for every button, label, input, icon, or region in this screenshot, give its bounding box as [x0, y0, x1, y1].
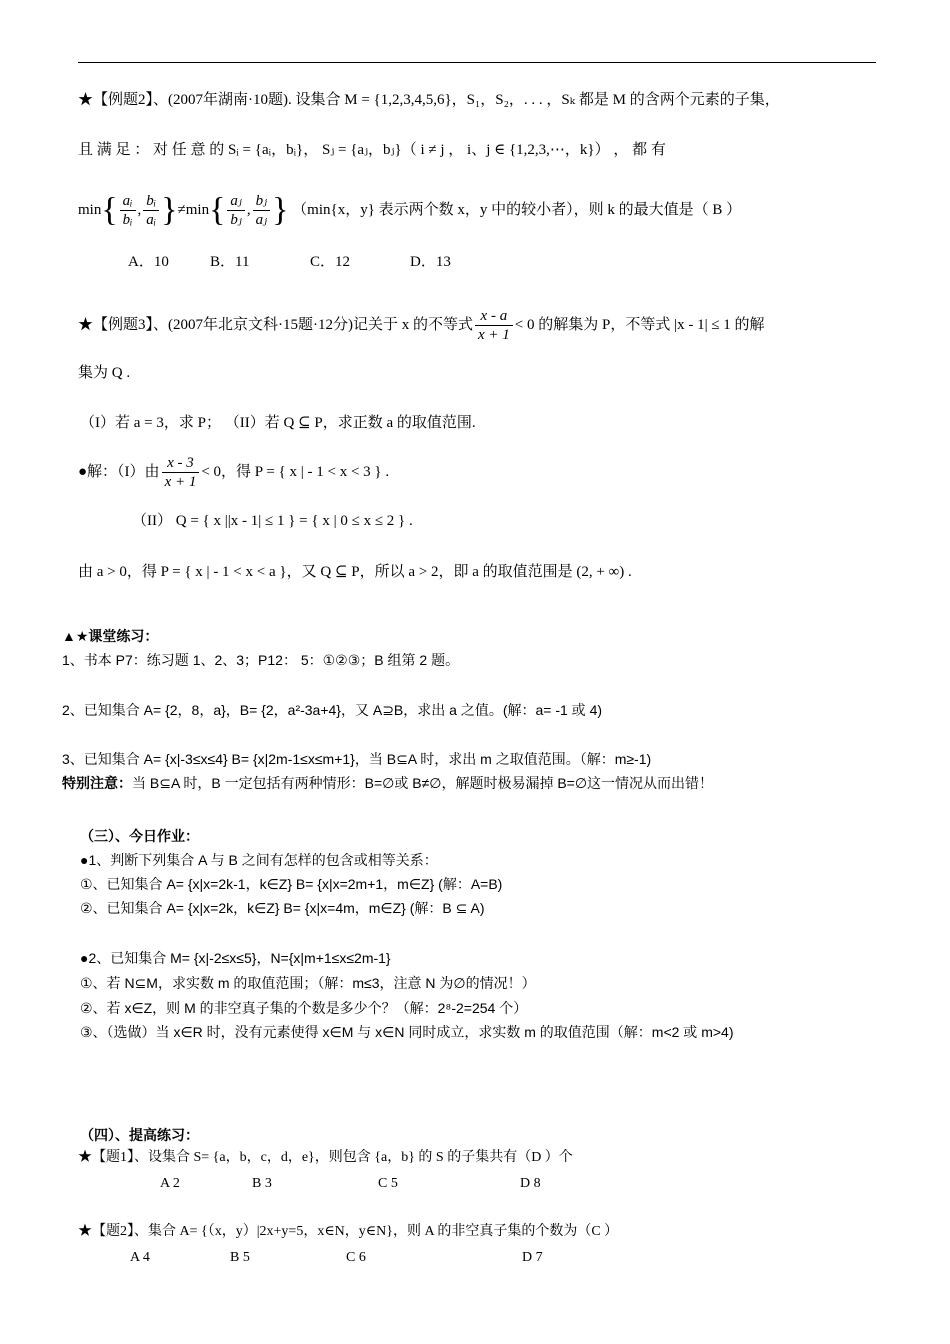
option-b: B．11: [210, 254, 250, 270]
example3-solution2: （II） Q = { x ||x - 1| ≤ 1 } = { x | 0 ≤ x ≤ 2 } .: [132, 513, 413, 529]
example2-options: [128, 252, 451, 272]
homework-q1: ●1、判断下列集合 A 与 B 之间有怎样的包含或相等关系：: [80, 852, 438, 868]
classwork-q2: 2、已知集合 A= {2，8，a}，B= {2，a²-3a+4}，又 A⊇B，求出 a 之值。(解：a= -1 或 4): [62, 702, 603, 718]
classwork-title: ▲★课堂练习：: [62, 628, 159, 644]
classwork-q1: 1、书本 P7：练习题 1、2、3；P12： 5：①②③；B 组第 2 题。: [62, 652, 460, 668]
advanced-t1: ★【题1】、设集合 S= {a，b，c，d，e}，则包含 {a，b} 的 S 的子集共有（D ）个: [78, 1150, 573, 1165]
example2-line1: ★【例题2】、(2007年湖南·10题). 设集合 M = {1,2,3,4,5,6}，S₁，S₂，. . . ，Sₖ 都是 M 的含两个元素的子集，: [78, 92, 780, 108]
classwork-q3: 3、已知集合 A= {x|-3≤x≤4} B= {x|2m-1≤x≤m+1}，当 B⊆A 时，求出 m 之取值范围。（解：m≥-1): [62, 751, 652, 767]
header-rule: [78, 62, 876, 63]
classwork-note: 特别注意：当 B⊆A 时，B 一定包括有两种情形：B=∅或 B≠∅，解题时极易漏掉 B=∅这一情况从而出错！: [62, 775, 714, 791]
advanced-title: （四）、提高练习：: [80, 1127, 199, 1143]
example2-line3: min{ $\frac{\text{aᵢ}}{\text{bᵢ}}$ , $\frac{\text{bᵢ}}{\text{aᵢ}}$ }≠min{ $\frac{\text{aⱼ}}{\text{bⱼ}}$ , $\frac{\text{bⱼ}}{\text{aⱼ}}$ } （min{x，y} 表示两个数 x，y 中的较小者），则 k 的最大值是（ B ）: [78, 191, 742, 229]
homework-q2: ●2、已知集合 M= {x|-2≤x≤5}，N={x|m+1≤x≤2m-1}: [80, 950, 391, 966]
homework-q1b: ②、已知集合 A= {x|x=2k，k∈Z} B= {x|x=4m，m∈Z} (解：B ⊆ A): [80, 900, 485, 916]
advanced-t1-options: A 2 B 3 C 5 D 8: [160, 1176, 541, 1191]
homework-q2c: ③、（选做）当 x∈R 时，没有元素使得 x∈M 与 x∈N 同时成立，求实数 m 的取值范围（解：m<2 或 m>4): [80, 1024, 734, 1040]
example3-questions: （I）若 a = 3，求 P； （II）若 Q ⊆ P，求正数 a 的取值范围.: [80, 415, 476, 431]
advanced-t2-options: A 4 B 5 C 6 D 7: [130, 1250, 543, 1265]
example3-line1: ★【例题3】、(2007年北京文科·15题·12分)记关于 x 的不等式 $\frac{x - a}{x + 1}$ < 0 的解集为 P，不等式 |x - 1| ≤ 1 的解: [78, 308, 765, 344]
example2-line2: 且 满 足 ： 对 任 意 的 Sᵢ = {aᵢ，bᵢ}， Sⱼ = {aⱼ，bⱼ}（ i ≠ j ， i、j ∈ {1,2,3,⋯，k}） ， 都 有: [78, 142, 666, 158]
homework-title: （三）、今日作业：: [80, 828, 199, 844]
advanced-t2: ★【题2】、集合 A= {（x，y）|2x+y=5，x∈N，y∈N}，则 A 的非空真子集的个数为（C ）: [78, 1224, 619, 1239]
example3-solution3: 由 a > 0，得 P = { x | - 1 < x < a }，又 Q ⊆ P，所以 a > 2，即 a 的取值范围是 (2, + ∞) .: [78, 564, 632, 580]
homework-q1a: ①、已知集合 A= {x|x=2k-1，k∈Z} B= {x|x=2m+1，m∈Z} (解：A=B): [80, 876, 503, 892]
option-d: D．13: [410, 254, 451, 270]
example3-line2: 集为 Q .: [78, 365, 131, 381]
homework-q2a: ①、若 N⊆M，求实数 m 的取值范围；（解：m≤3，注意 N 为∅的情况！）: [80, 975, 536, 991]
option-a: A．10: [128, 254, 169, 270]
homework-q2b: ②、若 x∈Z，则 M 的非空真子集的个数是多少个？（解：2⁸-2=254 个）: [80, 1000, 528, 1016]
example3-solution1: ●解：（I）由 $\frac{x - 3}{x + 1}$ < 0，得 P = { x | - 1 < x < 3 } .: [78, 455, 390, 491]
option-c: C．12: [310, 254, 351, 270]
